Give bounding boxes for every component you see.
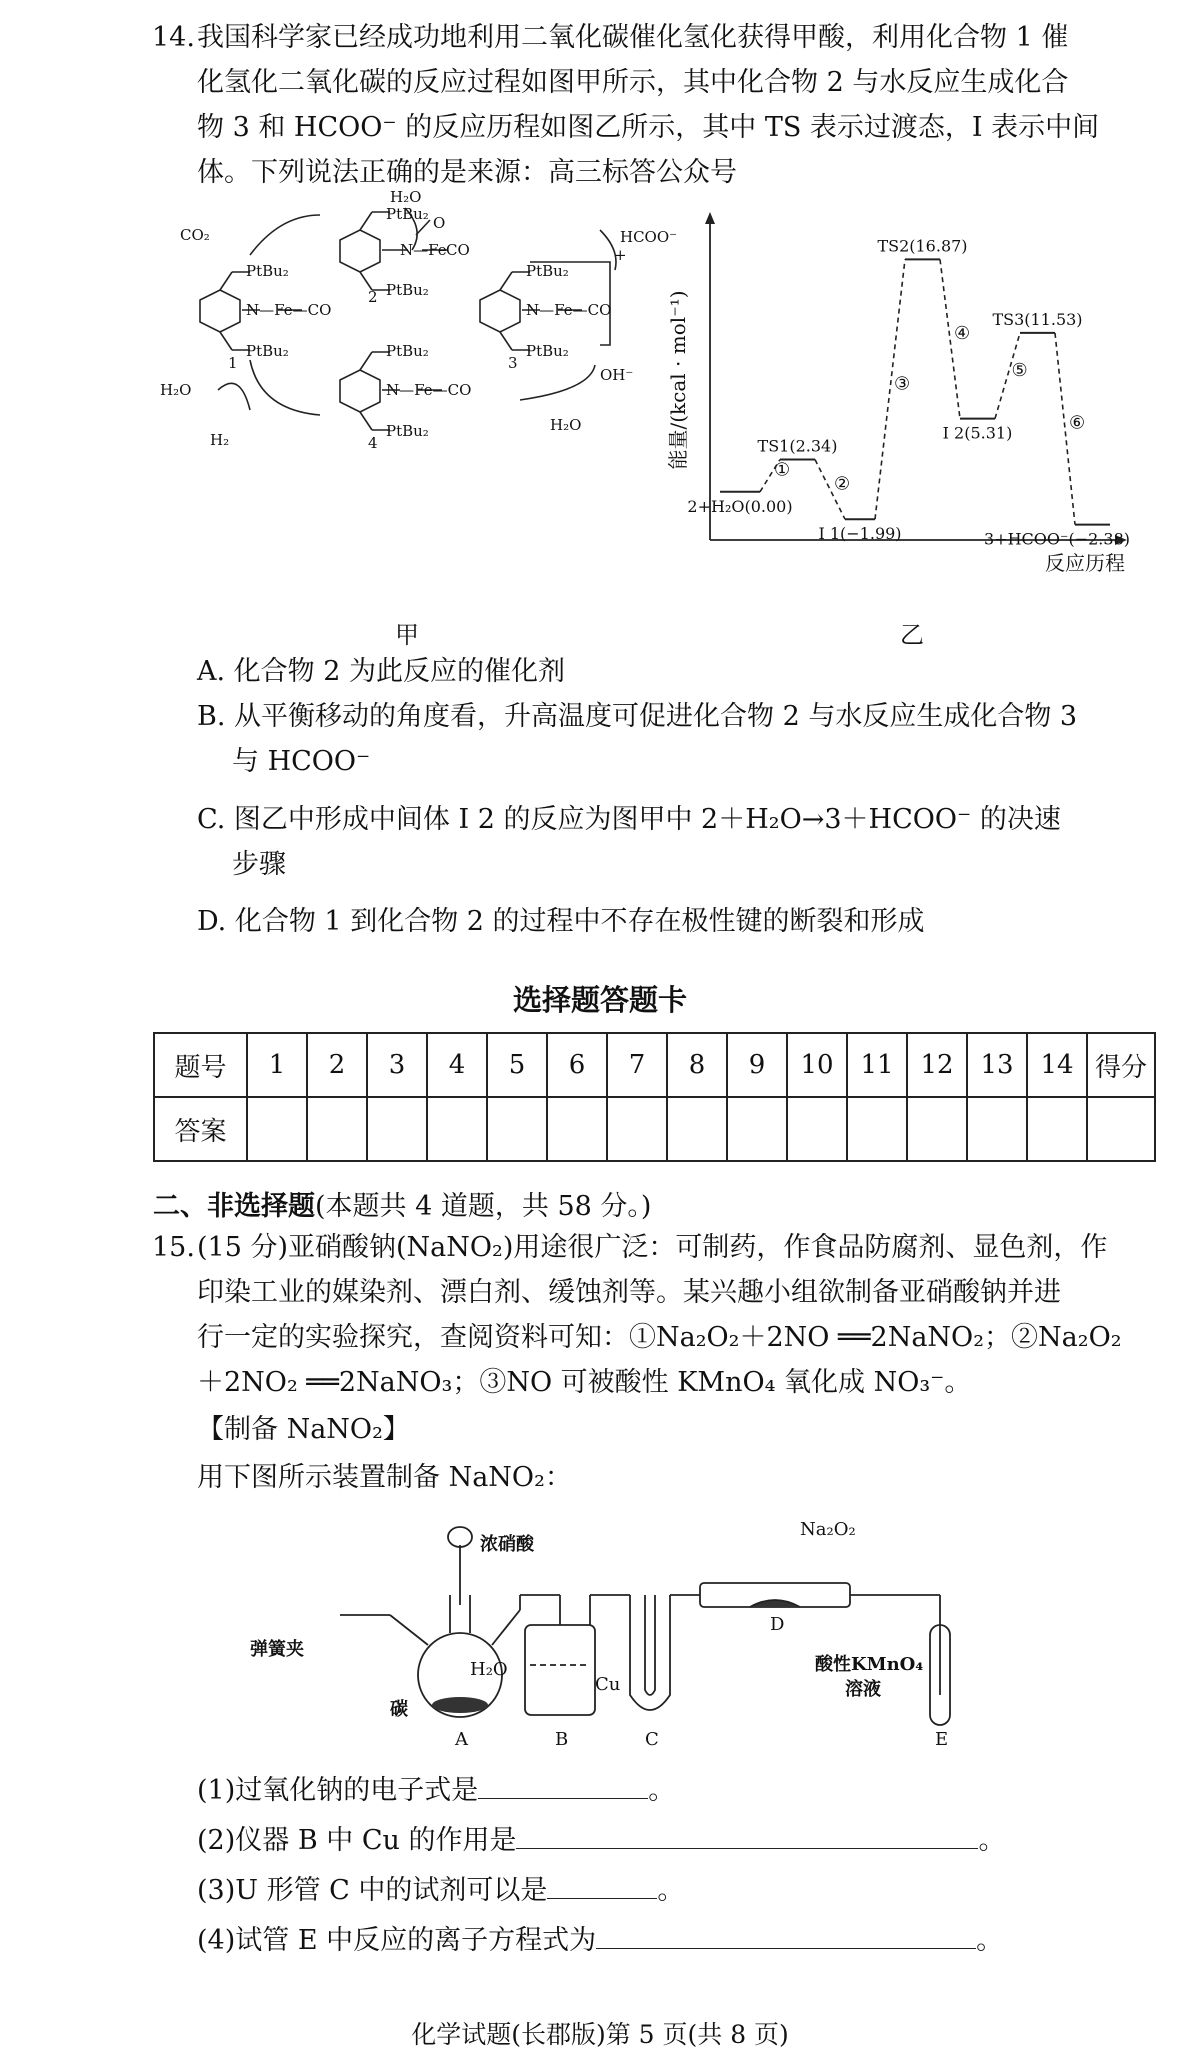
answer-card-table: [153, 1032, 1156, 1162]
score-cell[interactable]: [1087, 1097, 1155, 1161]
co2-label: CO₂: [180, 226, 210, 244]
question-number-6: 6: [547, 1033, 607, 1097]
question-number-3: 3: [367, 1033, 427, 1097]
label-kmno4-line2: 溶液: [845, 1679, 881, 1700]
compound-2-label: 2: [368, 288, 378, 306]
q15-sub-1: (1)过氧化钠的电子式是 。: [197, 1770, 675, 1811]
answer-card-answer-row: [154, 1097, 1155, 1161]
label-C: C: [645, 1729, 659, 1750]
apparatus-diagram: [250, 1515, 1040, 1755]
answer-card-header-row: [154, 1033, 1155, 1097]
answer-cell-3[interactable]: [367, 1097, 427, 1161]
question-number-9: 9: [727, 1033, 787, 1097]
step-label-3: ③: [894, 373, 911, 395]
question-number-5: 5: [487, 1033, 547, 1097]
step-label-5: ⑤: [1011, 359, 1028, 381]
step-label-2: ②: [834, 473, 851, 495]
q15-line-1: (15 分)亚硝酸钠(NaNO₂)用途很广泛：可制药，作食品防腐剂、显色剂，作: [197, 1232, 1108, 1263]
energy-point-label-3: TS2(16.87): [877, 236, 968, 256]
label-conc-nitric-acid: 浓硝酸: [480, 1534, 534, 1555]
energy-profile-chart: [660, 210, 1180, 610]
answer-blank-3[interactable]: [547, 1870, 657, 1899]
question-number-1: 1: [247, 1033, 307, 1097]
compound-1-label: 1: [228, 354, 238, 372]
cycle-ptbu2-label: PtBu₂: [386, 205, 429, 223]
page-footer: 化学试题(长郡版)第 5 页(共 8 页): [411, 2020, 789, 2049]
question-number-7: 7: [607, 1033, 667, 1097]
section-two-heading: [153, 1184, 651, 1223]
label-E: E: [935, 1729, 949, 1750]
y-axis-label: 能量/(kcal · mol⁻¹): [666, 290, 690, 470]
svg-text:PtBu₂: PtBu₂: [246, 342, 289, 360]
figure-jia-caption: 甲: [395, 621, 419, 649]
answer-cell-2[interactable]: [307, 1097, 367, 1161]
h2o-bottom-label: H₂O: [550, 416, 582, 434]
q14-line-2: 化氢化二氧化碳的反应过程如图甲所示，其中化合物 2 与水反应生成化合: [197, 67, 1069, 98]
svg-text:N—Fe: N—Fe: [400, 241, 447, 259]
q15-line-4: ＋2NO₂ ══2NaNO₃；③NO 可被酸性 KMnO₄ 氧化成 NO₃⁻。: [197, 1367, 972, 1398]
label-na2o2: Na₂O₂: [800, 1519, 856, 1540]
svg-text:O: O: [433, 214, 446, 232]
q14-option-b: B. 从平衡移动的角度看，升高温度可促进化合物 2 与水反应生成化合物 3: [197, 701, 1078, 732]
answer-cell-7[interactable]: [607, 1097, 667, 1161]
step-label-1: ①: [774, 459, 791, 481]
q14-option-b-cont: 与 HCOO⁻: [232, 746, 371, 777]
q15-sub-3: (3)U 形管 C 中的试剂可以是 。: [197, 1870, 684, 1911]
answer-card-title: 选择题答题卡: [512, 983, 687, 1017]
energy-point-label-0: 2+H₂O(0.00): [687, 496, 793, 516]
compound-3-label: 3: [508, 354, 518, 372]
energy-point-label-5: TS3(11.53): [992, 309, 1083, 329]
answer-cell-13[interactable]: [967, 1097, 1027, 1161]
answer-cell-6[interactable]: [547, 1097, 607, 1161]
answer-cell-4[interactable]: [427, 1097, 487, 1161]
answer-cell-12[interactable]: [907, 1097, 967, 1161]
label-D: D: [770, 1614, 785, 1635]
q15-subheading: 【制备 NaNO₂】: [197, 1414, 410, 1445]
answer-cell-1[interactable]: [247, 1097, 307, 1161]
question-number-14: 14: [1027, 1033, 1087, 1097]
question-number-4: 4: [427, 1033, 487, 1097]
energy-point-label-1: TS1(2.34): [757, 436, 838, 456]
q15-line-3: 行一定的实验探究，查阅资料可知：①Na₂O₂＋2NO ══2NaNO₂；②Na₂O₂: [197, 1322, 1122, 1353]
question-number-11: 11: [847, 1033, 907, 1097]
svg-text:PtBu₂: PtBu₂: [526, 262, 569, 280]
oh-label: OH⁻: [600, 366, 634, 384]
label-water: H₂O: [470, 1659, 508, 1680]
question-number-8: 8: [667, 1033, 727, 1097]
h2o-top-label: H₂O: [390, 188, 422, 206]
answer-cell-14[interactable]: [1027, 1097, 1087, 1161]
label-A: A: [455, 1729, 468, 1750]
q14-option-d: D. 化合物 1 到化合物 2 的过程中不存在极性键的断裂和形成: [197, 906, 925, 937]
svg-text:PtBu₂: PtBu₂: [386, 422, 429, 440]
answer-cell-5[interactable]: [487, 1097, 547, 1161]
q15-line-5: 用下图所示装置制备 NaNO₂：: [197, 1462, 572, 1493]
svg-text:N—Fe—CO: N—Fe—CO: [526, 301, 612, 319]
answer-blank-4[interactable]: [596, 1920, 976, 1949]
answer-cell-11[interactable]: [847, 1097, 907, 1161]
question-number-13: 13: [967, 1033, 1027, 1097]
figure-yi-caption: 乙: [900, 621, 924, 649]
label-spring-clip: 弹簧夹: [250, 1639, 304, 1660]
answer-cell-8[interactable]: [667, 1097, 727, 1161]
score-label: 得分: [1087, 1033, 1155, 1097]
energy-point-label-4: Ⅰ 2(5.31): [942, 423, 1013, 443]
x-axis-label: 反应历程: [1045, 551, 1125, 575]
svg-text:CO: CO: [446, 241, 470, 259]
h2-label: H₂: [210, 431, 230, 449]
q14-option-c-cont: 步骤: [232, 849, 286, 880]
svg-text:PtBu₂: PtBu₂: [386, 281, 429, 299]
q14-option-c: C. 图乙中形成中间体 Ⅰ 2 的反应为图甲中 2＋H₂O→3＋HCOO⁻ 的决速: [197, 804, 1061, 835]
section-two-title: 二、非选择题: [153, 1191, 315, 1222]
label-carbon: 碳: [390, 1699, 408, 1720]
svg-text:+: +: [614, 246, 627, 264]
q14-line-1: 我国科学家已经成功地利用二氧化碳催化氢化获得甲酸，利用化合物 1 催: [197, 22, 1069, 53]
label-B: B: [555, 1729, 569, 1750]
q15-sub-2: (2)仪器 B 中 Cu 的作用是 。: [197, 1820, 1005, 1861]
question-number-10: 10: [787, 1033, 847, 1097]
answer-cell-10[interactable]: [787, 1097, 847, 1161]
step-label-4: ④: [954, 322, 971, 344]
h2o-left-label: H₂O: [160, 381, 192, 399]
svg-text:PtBu₂: PtBu₂: [526, 342, 569, 360]
q14-line-3: 物 3 和 HCOO⁻ 的反应历程如图乙所示，其中 TS 表示过渡态，Ⅰ 表示中间: [197, 112, 1100, 143]
q14-line-4: 体。下列说法正确的是来源：高三标答公众号: [197, 157, 737, 188]
hcoo-label: HCOO⁻: [620, 228, 678, 246]
svg-text:N—Fe—CO: N—Fe—CO: [386, 381, 472, 399]
label-copper: Cu: [595, 1674, 621, 1695]
svg-text:PtBu₂: PtBu₂: [386, 342, 429, 360]
answer-blank-2[interactable]: [516, 1820, 978, 1849]
q14-option-a: A. 化合物 2 为此反应的催化剂: [197, 656, 566, 687]
section-two-note: (本题共 4 道题，共 58 分。): [315, 1191, 652, 1222]
label-kmno4-line1: 酸性KMnO₄: [815, 1654, 924, 1675]
question-number-2: 2: [307, 1033, 367, 1097]
row-label-question: 题号: [154, 1033, 247, 1097]
row-label-answer: 答案: [154, 1097, 247, 1161]
question-number-12: 12: [907, 1033, 967, 1097]
svg-text:N—Fe—CO: N—Fe—CO: [246, 301, 332, 319]
compound-4-label: 4: [368, 434, 378, 452]
energy-point-label-2: Ⅰ 1(−1.99): [818, 524, 902, 544]
answer-cell-9[interactable]: [727, 1097, 787, 1161]
answer-blank-1[interactable]: [478, 1770, 648, 1799]
step-label-6: ⑥: [1069, 412, 1086, 434]
q15-line-2: 印染工业的媒染剂、漂白剂、缓蚀剂等。某兴趣小组欲制备亚硝酸钠并进: [197, 1277, 1061, 1308]
q15-number: 15.: [152, 1232, 195, 1263]
energy-point-label-6: 3+HCOO⁻(−2.38): [984, 529, 1130, 549]
q14-number: 14.: [152, 22, 195, 53]
q15-sub-4: (4)试管 E 中反应的离子方程式为 。: [197, 1920, 1003, 1961]
svg-text:PtBu₂: PtBu₂: [246, 262, 289, 280]
